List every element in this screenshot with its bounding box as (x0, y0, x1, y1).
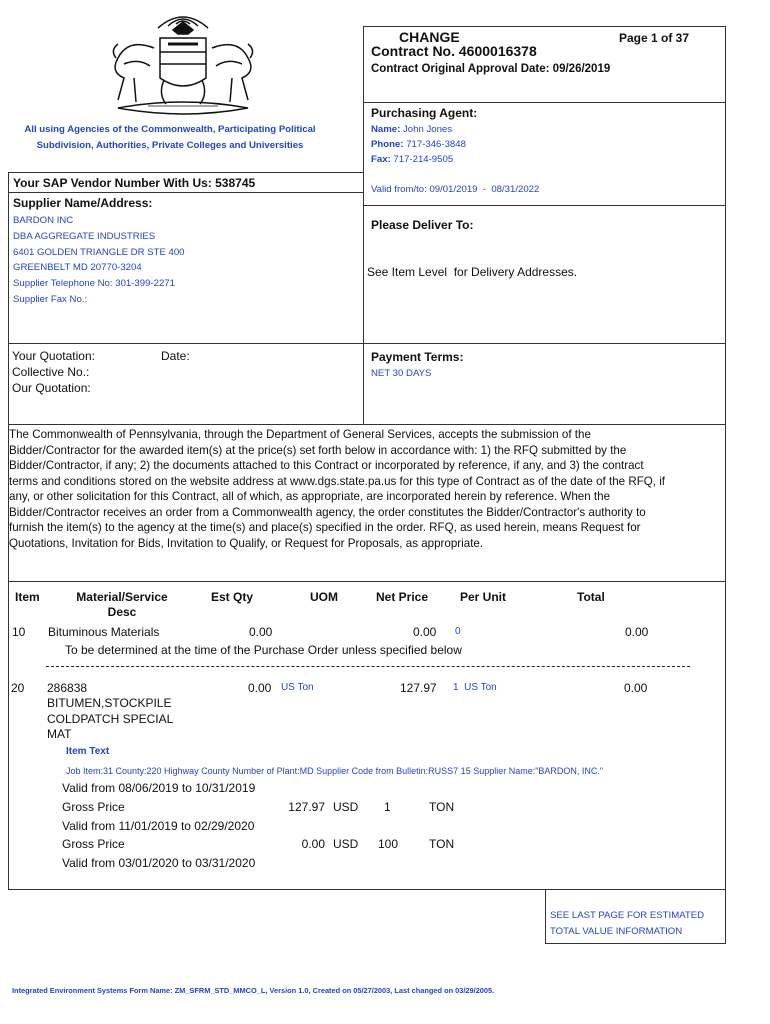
estimated-total-note-line2: TOTAL VALUE INFORMATION (550, 926, 683, 937)
valid-from-to: Valid from/to: 09/01/2019 - 08/31/2022 (371, 184, 540, 195)
agent-phone-value: 717-346-3848 (406, 139, 466, 150)
paragraph-line: any, or other solicitation for this Contract, all of which, as appropriate, are incorporated herein by reference. When the (9, 490, 611, 503)
page-number: Page 1 of 37 (619, 31, 690, 45)
agencies-text (0, 122, 340, 154)
agencies-text-line2: Subdivision, Authorities, Private Colleges and Universities (36, 140, 304, 151)
terms-paragraph (9, 427, 665, 551)
contract-number: Contract No. 4600016378 (371, 43, 537, 59)
supplier-line: BARDON INC (13, 215, 74, 226)
agent-fax-value: 717-214-9505 (393, 154, 454, 165)
row2-desc-line: MAT (47, 727, 72, 742)
paragraph-line: Quotations, Invitation for Bids, Invitation to Qualify, or Request for Proposals, as appropriate. (9, 536, 484, 550)
form-footer: Integrated Environment Systems Form Name: ZM_SFRM_STD_MMCO_L, Version 1.0, Created on 05/27/2003, Last changed on 03/29/2005. (12, 986, 495, 995)
quotation-box (8, 343, 364, 425)
agent-phone-label: Phone: (371, 139, 404, 150)
your-quotation-label: Your Quotation: (12, 349, 95, 363)
terms-paragraph-box (8, 424, 726, 582)
gross-price-2-unit: TON (429, 837, 455, 851)
row2-desc-line: COLDPATCH SPECIAL (47, 711, 174, 726)
item-text-value: Job Item:31 County:220 Highway County Number of Plant:MD Supplier Code from Bulletin:RUSS7 15 Supplier Name:"BARDON, INC." (66, 766, 604, 776)
purchasing-agent-box (363, 102, 726, 206)
col-header-uom: UOM (310, 590, 338, 604)
supplier-line: Supplier Fax No.: (13, 293, 88, 305)
col-header-material-line2: Desc (107, 605, 137, 619)
item-text-label: Item Text (66, 746, 110, 757)
paragraph-line: Bidder/Contractor, if any; 2) the documents attached to this Contract or incorporated by reference, if any, and 3) the contract (9, 459, 644, 472)
paragraph-line: Bidder/Contractor for the awarded item(s) at the price(s) set forth below in accordance with: 1) the RFQ submitted by the (9, 443, 627, 457)
supplier-address (13, 213, 185, 308)
col-header-net-price: Net Price (376, 590, 429, 604)
row2-net-price: 127.97 (400, 681, 437, 695)
supplier-title: Supplier Name/Address: (13, 196, 153, 210)
col-header-item: Item (15, 590, 40, 604)
approval-date: Contract Original Approval Date: 09/26/2019 (371, 63, 611, 75)
gross-price-1-currency: USD (333, 800, 359, 814)
gross-price-2-currency: USD (333, 837, 359, 851)
valid-period-2: Valid from 11/01/2019 to 02/29/2020 (62, 819, 255, 833)
deliver-to-text: See Item Level for Delivery Addresses. (367, 265, 578, 279)
agencies-text-line1: All using Agencies of the Commonwealth, Participating Political (24, 124, 316, 135)
row1-per-unit: 0 (455, 626, 461, 637)
estimated-total-note-box (545, 889, 726, 944)
agent-name-value: John Jones (403, 124, 453, 135)
payment-terms-box (363, 343, 726, 425)
gross-price-1-qty: 1 (384, 800, 391, 814)
deliver-to-title: Please Deliver To: (371, 218, 474, 232)
row1-qty: 0.00 (249, 625, 273, 639)
row2-per-unit: 1 US Ton (453, 682, 497, 693)
purchasing-agent-title: Purchasing Agent: (371, 106, 478, 120)
contract-header-box (363, 26, 726, 103)
paragraph-line: terms and conditions stored on the website address at www.dgs.state.pa.us for this type of Contract as of the date of the RFQ, if (9, 474, 666, 488)
row1-note: To be determined at the time of the Purchase Order unless specified below (65, 643, 462, 657)
estimated-total-note (550, 908, 704, 940)
sap-vendor-number: Your SAP Vendor Number With Us: 538745 (13, 176, 256, 190)
gross-price-2-qty: 100 (378, 837, 399, 851)
gross-price-1-unit: TON (429, 800, 455, 814)
row1-net-price: 0.00 (413, 625, 437, 639)
supplier-box (8, 172, 364, 344)
pennsylvania-seal-image (88, 8, 278, 120)
col-header-total: Total (577, 590, 605, 604)
row1-desc: Bituminous Materials (48, 625, 160, 639)
gross-price-2-value: 0.00 (301, 837, 325, 851)
col-header-material (67, 590, 177, 620)
paragraph-line: Bidder/Contractor receives an order from a Commonwealth agency, the order constitutes the Bidder/Contractor's authority to (9, 505, 646, 519)
gross-price-1-value: 127.97 (288, 800, 325, 814)
valid-period-1: Valid from 08/06/2019 to 10/31/2019 (62, 781, 256, 795)
payment-terms-title: Payment Terms: (371, 350, 464, 364)
agent-fax-row (371, 152, 453, 168)
gross-price-2-label: Gross Price (62, 837, 125, 851)
row1-total: 0.00 (625, 625, 649, 639)
col-header-per-unit: Per Unit (460, 590, 507, 604)
row2-item: 20 (11, 681, 25, 695)
supplier-line: Supplier Telephone No: 301-399-2271 (13, 278, 175, 290)
row1-item: 10 (12, 625, 26, 639)
date-label: Date: (161, 349, 190, 363)
agent-name-row (371, 122, 452, 138)
valid-period-3: Valid from 03/01/2020 to 03/31/2020 (62, 856, 256, 870)
col-header-est-qty: Est Qty (211, 590, 254, 604)
row2-desc-line: 286838 (47, 681, 88, 695)
collective-no-label: Collective No.: (12, 365, 90, 379)
seal-drawing (88, 8, 278, 120)
payment-terms-value: NET 30 DAYS (371, 368, 432, 379)
row2-desc-line: BITUMEN,STOCKPILE (47, 696, 172, 711)
row2-total: 0.00 (624, 681, 648, 695)
gross-price-1-label: Gross Price (62, 800, 125, 814)
paragraph-line: furnish the item(s) to the agency at the time(s) and place(s) specified in the order. RFQ, as used herein, means Request for (9, 521, 641, 534)
agent-name-label: Name: (371, 124, 401, 135)
deliver-to-box (363, 205, 726, 344)
supplier-line: 6401 GOLDEN TRIANGLE DR STE 400 (13, 246, 185, 258)
row2-uom: US Ton (281, 682, 314, 693)
paragraph-line: The Commonwealth of Pennsylvania, through the Department of General Services, accepts the submission of the (9, 428, 591, 441)
col-header-material-line1: Material/Service (76, 590, 168, 604)
our-quotation-label: Our Quotation: (12, 381, 91, 395)
row-separator-dashed-line (46, 666, 690, 667)
row2-desc (47, 681, 173, 743)
agent-phone-row (371, 137, 466, 153)
row2-qty: 0.00 (248, 681, 272, 695)
supplier-line: DBA AGGREGATE INDUSTRIES (13, 230, 156, 242)
agent-fax-label: Fax: (371, 154, 391, 165)
change-label: CHANGE (399, 29, 460, 45)
estimated-total-note-line1: SEE LAST PAGE FOR ESTIMATED (550, 910, 705, 921)
supplier-line: GREENBELT MD 20770-3204 (13, 262, 142, 274)
